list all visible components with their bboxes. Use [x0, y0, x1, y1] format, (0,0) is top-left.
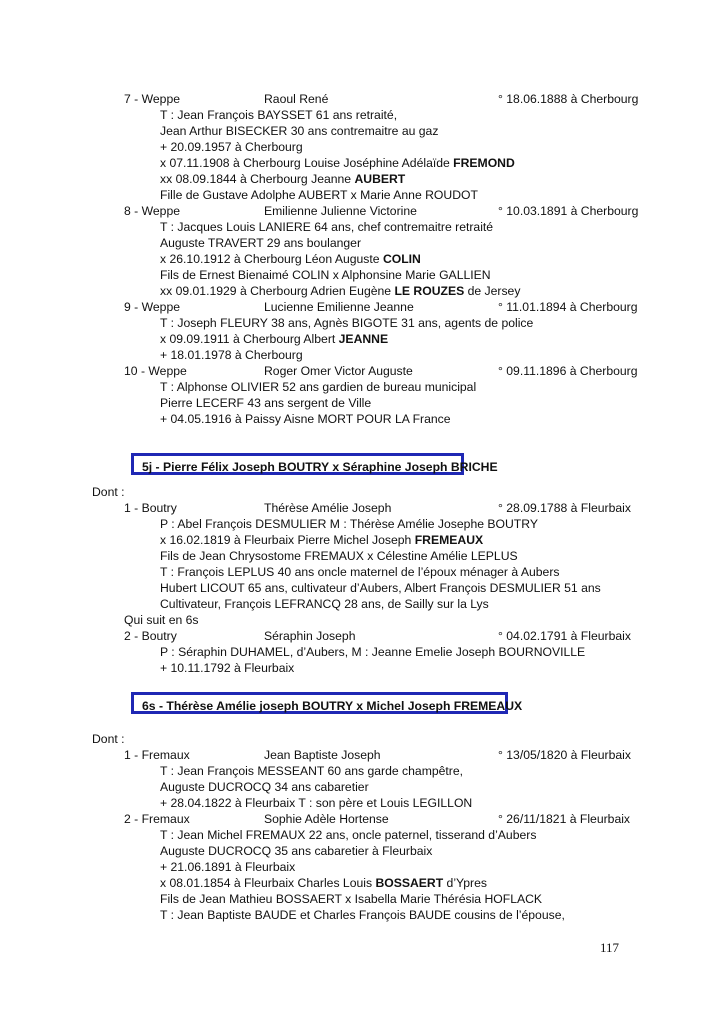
- detail-line: T : François LEPLUS 40 ans oncle maternel de l’époux ménager à Aubers: [160, 565, 560, 579]
- detail-line: Pierre LECERF 43 ans sergent de Ville: [160, 396, 372, 410]
- detail-line: + 04.05.1916 à Paissy Aisne MORT POUR LA France: [160, 412, 451, 426]
- page-number: 117: [600, 940, 620, 955]
- detail-text: xx 09.01.1929 à Cherbourg Adrien Eugène: [160, 284, 395, 298]
- detail-text: x 08.01.1854 à Fleurbaix Charles Louis: [160, 876, 376, 890]
- entry-number: 8 - Weppe: [124, 204, 181, 218]
- detail-text: x 07.11.1908 à Cherbourg Louise Joséphine Adélaïde: [160, 156, 454, 170]
- detail-line: Auguste DUCROCQ 34 ans cabaretier: [160, 780, 369, 794]
- detail-line: T : Jacques Louis LANIERE 64 ans, chef contremaitre retraité: [160, 220, 494, 234]
- detail-text: x 26.10.1912 à Cherbourg Léon Auguste: [160, 252, 383, 266]
- dont-label: Dont :: [92, 732, 125, 746]
- detail-text: x 16.02.1819 à Fleurbaix Pierre Michel Joseph: [160, 533, 415, 547]
- detail-line: T : Jean François MESSEANT 60 ans garde champêtre,: [160, 764, 464, 778]
- entry-birth: ° 10.03.1891 à Cherbourg: [498, 204, 639, 218]
- detail-line: T : Alphonse OLIVIER 52 ans gardien de bureau municipal: [160, 380, 477, 394]
- spouse-surname: JEANNE: [338, 332, 389, 346]
- entry-number: 1 - Boutry: [124, 501, 177, 515]
- detail-line: [160, 532, 483, 548]
- entry-number: 9 - Weppe: [124, 300, 181, 314]
- detail-text-suffix: de Jersey: [464, 284, 521, 298]
- spouse-surname: FREMOND: [453, 156, 515, 170]
- spouse-surname: COLIN: [382, 252, 421, 266]
- entry-name: Jean Baptiste Joseph: [264, 748, 381, 762]
- entry-name: Thérèse Amélie Joseph: [264, 501, 392, 515]
- detail-line: Fils de Ernest Bienaimé COLIN x Alphonsine Marie GALLIEN: [160, 268, 491, 282]
- entry-name: Emilienne Julienne Victorine: [264, 204, 417, 218]
- spouse-surname: FREMEAUX: [414, 533, 484, 547]
- detail-line: + 18.01.1978 à Cherbourg: [160, 348, 303, 362]
- detail-line: [160, 251, 421, 267]
- detail-line: + 20.09.1957 à Cherbourg: [160, 140, 303, 154]
- entry-number: 1 - Fremaux: [124, 748, 190, 762]
- entry-birth: ° 18.06.1888 à Cherbourg: [498, 92, 639, 106]
- entry-birth: ° 28.09.1788 à Fleurbaix: [498, 501, 631, 515]
- detail-line: [160, 331, 388, 347]
- section-header-5j: 5j - Pierre Félix Joseph BOUTRY x Séraphine Joseph BRICHE: [131, 453, 464, 475]
- entry-birth: ° 13/05/1820 à Fleurbaix: [498, 748, 631, 762]
- entry-name: Séraphin Joseph: [264, 629, 356, 643]
- entry-birth: ° 26/11/1821 à Fleurbaix: [498, 812, 631, 826]
- detail-line: [160, 171, 405, 187]
- spouse-surname: BOSSAERT: [375, 876, 444, 890]
- detail-line: P : Séraphin DUHAMEL, d’Aubers, M : Jeanne Emelie Joseph BOURNOVILLE: [160, 645, 586, 659]
- detail-line: T : Jean Baptiste BAUDE et Charles François BAUDE cousins de l’épouse,: [160, 908, 565, 922]
- detail-line: Fils de Jean Chrysostome FREMAUX x Célestine Amélie LEPLUS: [160, 549, 518, 563]
- detail-line: Fils de Jean Mathieu BOSSAERT x Isabella Marie Thérésia HOFLACK: [160, 892, 543, 906]
- entry-name: Sophie Adèle Hortense: [264, 812, 389, 826]
- detail-line: T : Jean Michel FREMAUX 22 ans, oncle paternel, tisserand d’Aubers: [160, 828, 537, 842]
- detail-line: [160, 875, 487, 891]
- detail-line: T : Jean François BAYSSET 61 ans retraité,: [160, 108, 398, 122]
- entry-number: 7 - Weppe: [124, 92, 181, 106]
- dont-label: Dont :: [92, 485, 125, 499]
- entry-number: 2 - Fremaux: [124, 812, 190, 826]
- detail-text-suffix: d’Ypres: [443, 876, 487, 890]
- detail-line: + 10.11.1792 à Fleurbaix: [160, 661, 295, 675]
- detail-line: Hubert LICOUT 65 ans, cultivateur d’Aubers, Albert François DESMULIER 51 ans: [160, 581, 601, 595]
- spouse-surname: AUBERT: [354, 172, 406, 186]
- entry-number: 2 - Boutry: [124, 629, 177, 643]
- detail-line: Auguste DUCROCQ 35 ans cabaretier à Fleurbaix: [160, 844, 433, 858]
- detail-line: + 28.04.1822 à Fleurbaix T : son père et Louis LEGILLON: [160, 796, 473, 810]
- detail-line: + 21.06.1891 à Fleurbaix: [160, 860, 296, 874]
- detail-text: xx 08.09.1844 à Cherbourg Jeanne: [160, 172, 355, 186]
- detail-line: Cultivateur, François LEFRANCQ 28 ans, de Sailly sur la Lys: [160, 597, 489, 611]
- detail-line: Auguste TRAVERT 29 ans boulanger: [160, 236, 361, 250]
- entry-birth: ° 04.02.1791 à Fleurbaix: [498, 629, 631, 643]
- follow-note: Qui suit en 6s: [124, 613, 199, 627]
- entry-number: 10 - Weppe: [124, 364, 187, 378]
- detail-text: x 09.09.1911 à Cherbourg Albert: [160, 332, 339, 346]
- detail-line: Fille de Gustave Adolphe AUBERT x Marie Anne ROUDOT: [160, 188, 478, 202]
- spouse-surname: LE ROUZES: [394, 284, 465, 298]
- entry-birth: ° 11.01.1894 à Cherbourg: [498, 300, 638, 314]
- entry-birth: ° 09.11.1896 à Cherbourg: [498, 364, 638, 378]
- detail-line: [160, 283, 520, 299]
- detail-line: Jean Arthur BISECKER 30 ans contremaitre au gaz: [160, 124, 439, 138]
- entry-name: Raoul René: [264, 92, 329, 106]
- detail-line: P : Abel François DESMULIER M : Thérèse Amélie Josephe BOUTRY: [160, 517, 538, 531]
- detail-line: [160, 155, 515, 171]
- section-header-6s: 6s - Thérèse Amélie joseph BOUTRY x Michel Joseph FREMEAUX: [131, 692, 508, 714]
- entry-name: Roger Omer Victor Auguste: [264, 364, 413, 378]
- entry-name: Lucienne Emilienne Jeanne: [264, 300, 414, 314]
- detail-line: T : Joseph FLEURY 38 ans, Agnès BIGOTE 31 ans, agents de police: [160, 316, 534, 330]
